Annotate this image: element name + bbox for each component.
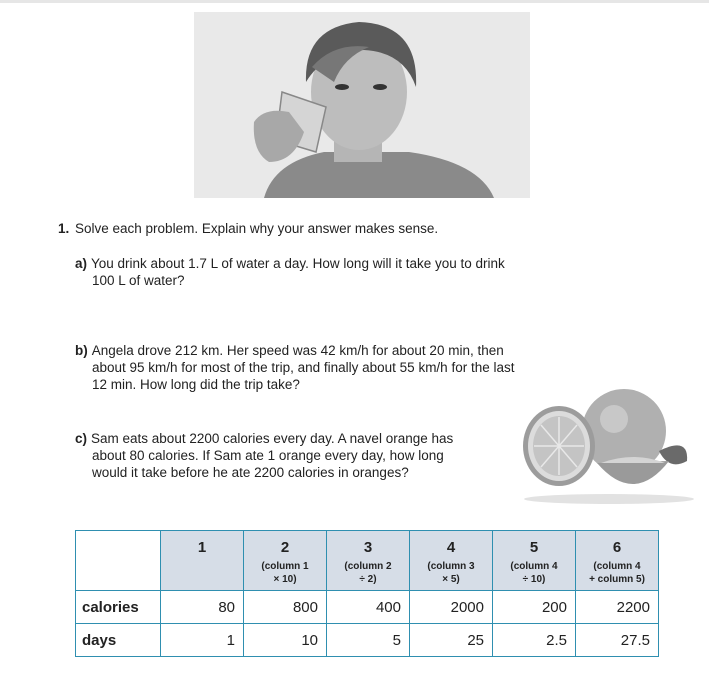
column-note: + column 5) (589, 574, 645, 585)
table-cell: 27.5 (576, 624, 659, 657)
column-note: (column 2 (344, 561, 392, 572)
column-note: × 5) (442, 574, 460, 585)
table-cell: 5 (327, 624, 410, 657)
column-note: (column 3 (427, 561, 475, 572)
column-note: × 10) (273, 574, 297, 585)
column-note: (column 4 (593, 561, 641, 572)
column-note: ÷ 2) (359, 574, 377, 585)
row-label: days (76, 624, 161, 657)
row-label: calories (76, 591, 161, 624)
column-header (327, 531, 410, 591)
problem-b-text-line: 12 min. How long did the trip take? (92, 377, 300, 392)
problem-b-text: Angela drove 212 km. Her speed was 42 km/h for about 20 min, then (91, 343, 504, 358)
column-number: 1 (197, 539, 207, 556)
problem-a-text: You drink about 1.7 L of water a day. How long will it take you to drink (91, 256, 505, 271)
column-note: ÷ 10) (522, 574, 546, 585)
table-cell: 1 (161, 624, 244, 657)
table-cell: 80 (161, 591, 244, 624)
orange-halves-photo (519, 381, 697, 505)
table-cell: 10 (244, 624, 327, 657)
column-note: (column 4 (510, 561, 558, 572)
problem-a (75, 255, 545, 289)
column-header (410, 531, 493, 591)
question-instruction: Solve each problem. Explain why your answer makes sense. (75, 221, 439, 236)
problem-b (75, 342, 555, 393)
table-cell: 2000 (410, 591, 493, 624)
calories-days-table (75, 530, 659, 657)
table-cell: 2.5 (493, 624, 576, 657)
column-number: 2 (280, 539, 290, 556)
table-cell: 800 (244, 591, 327, 624)
column-number: 5 (529, 539, 539, 556)
problem-c (75, 430, 495, 481)
column-header (493, 531, 576, 591)
table-corner-cell (76, 531, 161, 591)
problem-b-text-line: about 95 km/h for most of the trip, and finally about 55 km/h for the last (92, 360, 515, 375)
column-header (244, 531, 327, 591)
table-row-calories (76, 591, 659, 624)
table-cell: 25 (410, 624, 493, 657)
problem-c-label: c) (75, 431, 88, 446)
table-cell: 400 (327, 591, 410, 624)
table-cell: 200 (493, 591, 576, 624)
column-header (161, 531, 244, 591)
column-header (576, 531, 659, 591)
column-number: 3 (363, 539, 373, 556)
column-number: 6 (612, 539, 622, 556)
problem-c-text: Sam eats about 2200 calories every day. A navel orange has (91, 431, 454, 446)
boy-drinking-water-photo (194, 12, 530, 198)
top-border (0, 0, 709, 3)
problem-c-text-line: would it take before he ate 2200 calories in oranges? (92, 465, 409, 480)
table-row-days (76, 624, 659, 657)
table-header-row (76, 531, 659, 591)
problem-c-text-line: about 80 calories. If Sam ate 1 orange every day, how long (92, 448, 444, 463)
problem-a-label: a) (75, 256, 88, 271)
table-cell: 2200 (576, 591, 659, 624)
question-number: 1. (58, 221, 70, 236)
column-note: (column 1 (261, 561, 309, 572)
problem-a-text-line: 100 L of water? (92, 273, 185, 288)
column-number: 4 (446, 539, 456, 556)
problem-b-label: b) (75, 343, 88, 358)
